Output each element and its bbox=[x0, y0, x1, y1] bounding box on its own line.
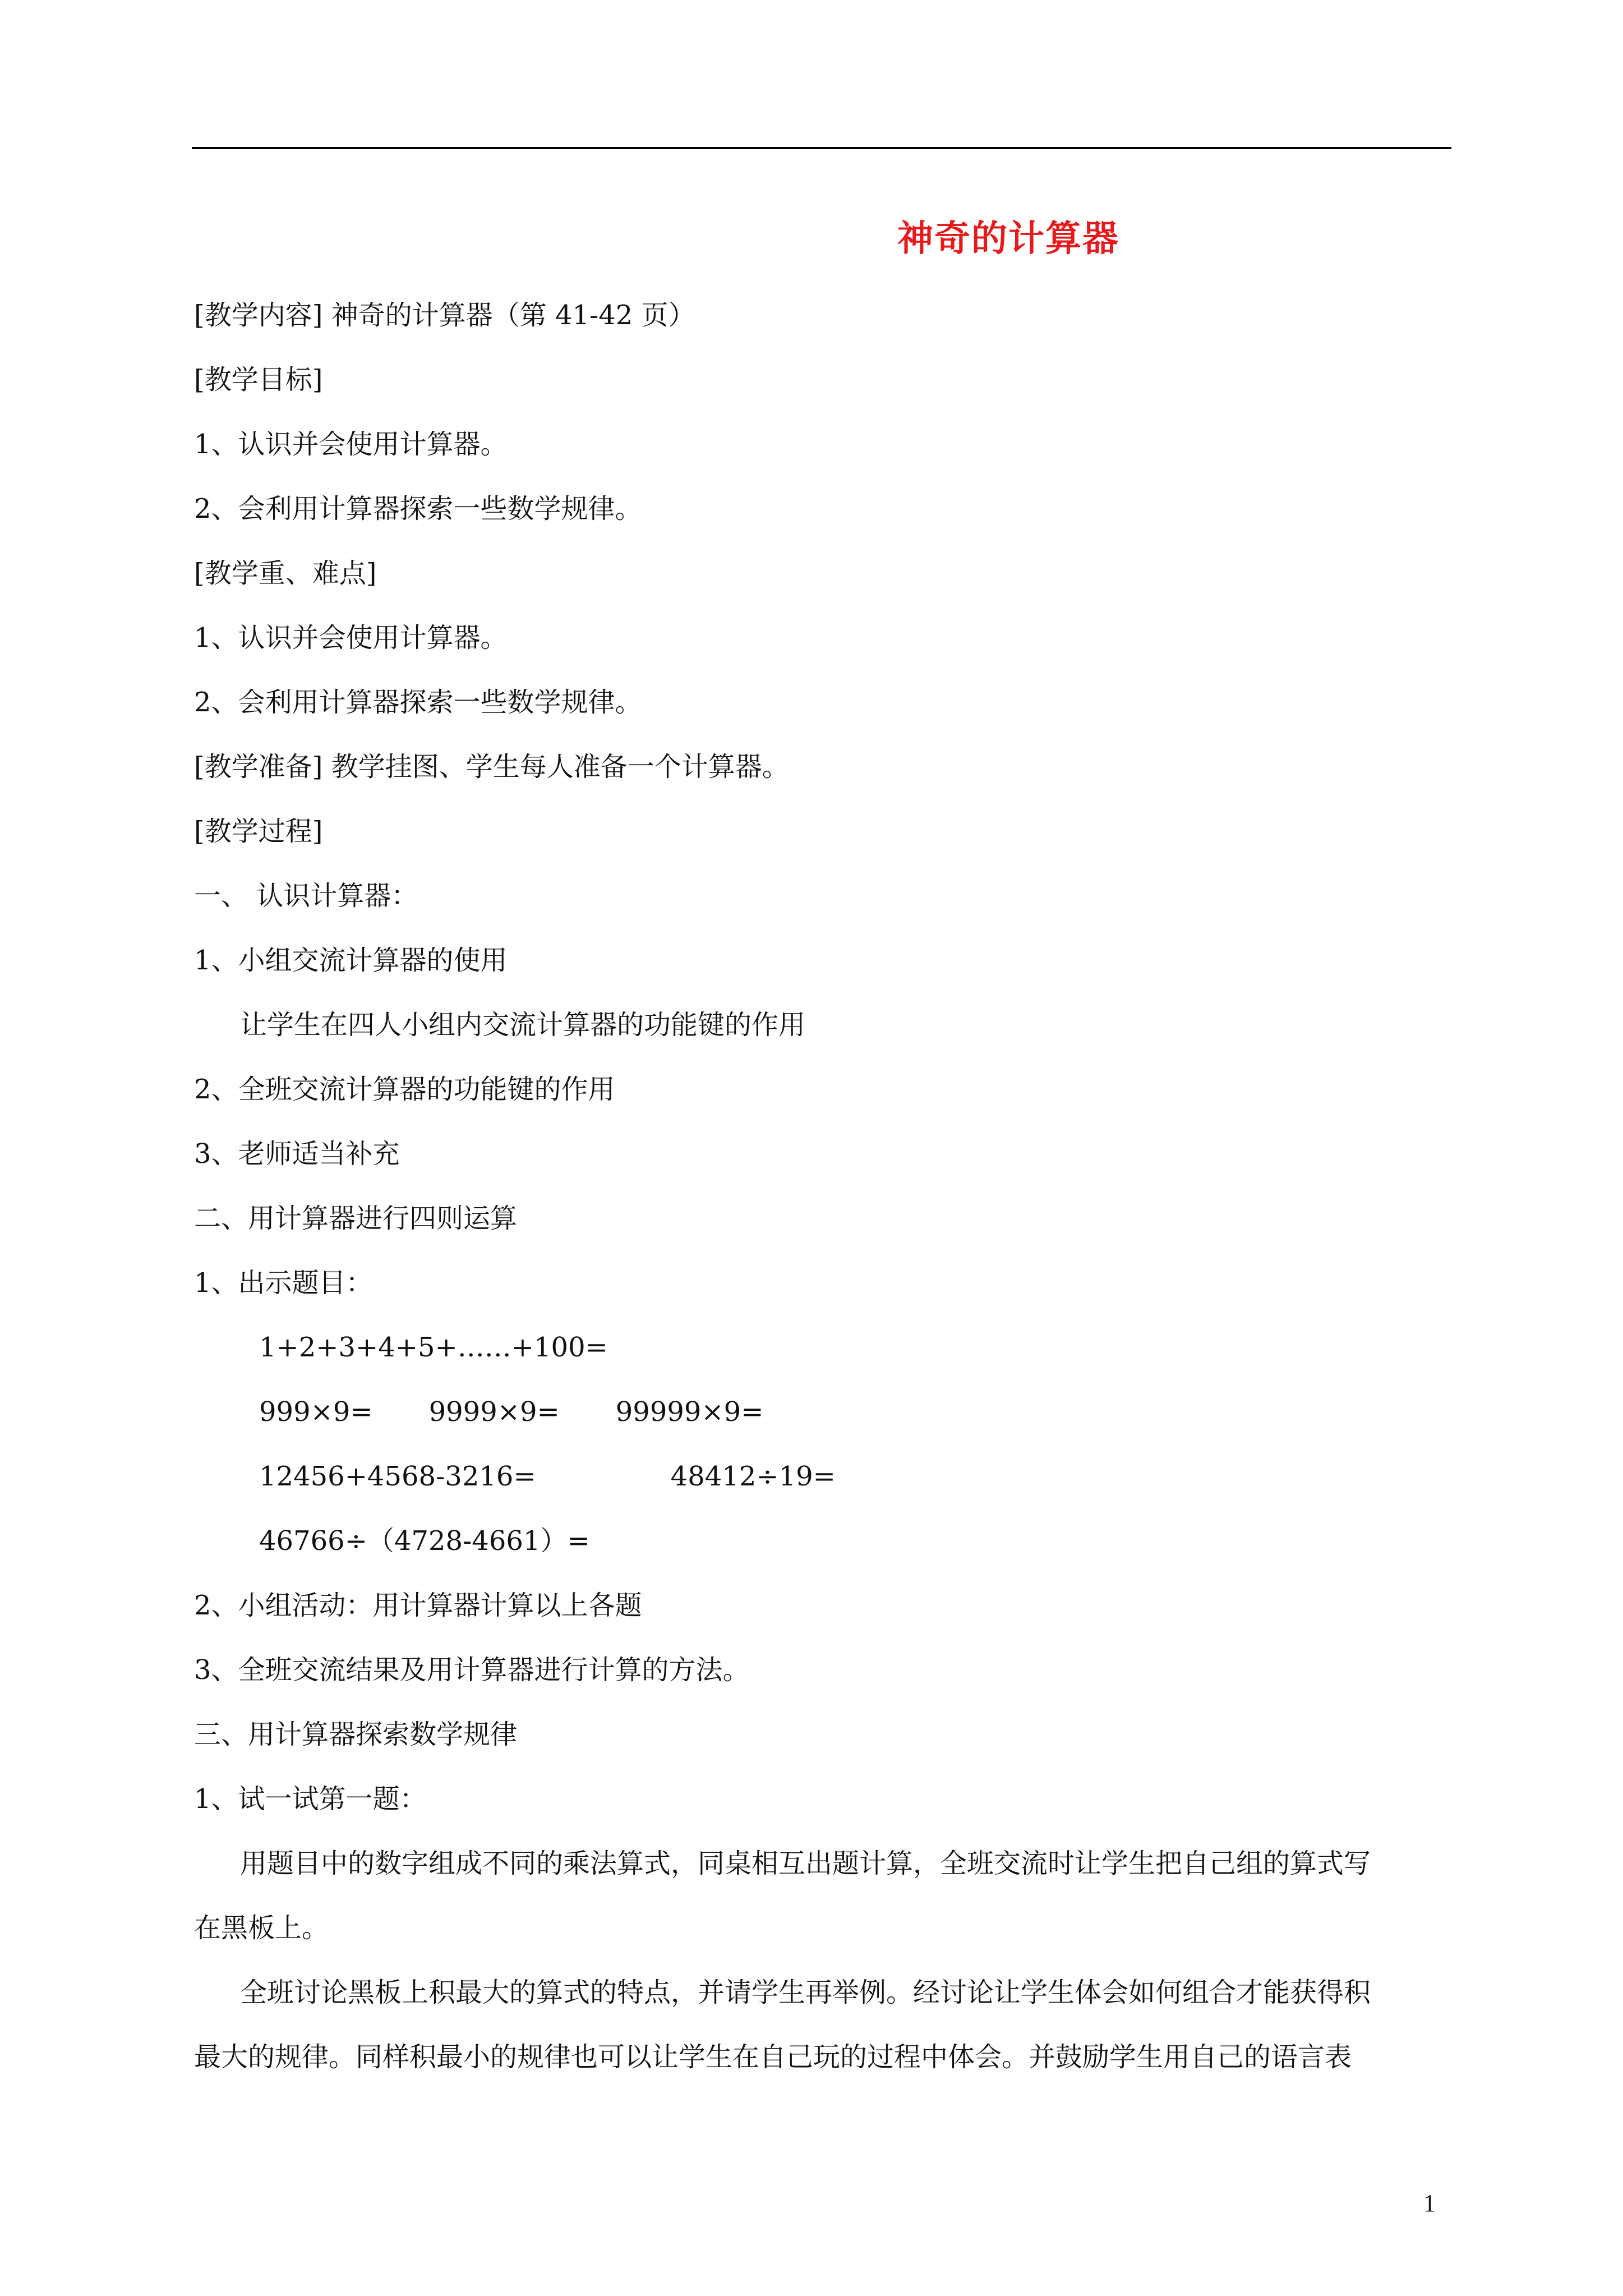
goal-item-2: 2、会利用计算器探索一些数学规律。 bbox=[194, 493, 642, 524]
teaching-content-line: [教学内容] 神奇的计算器（第 41-42 页） bbox=[194, 300, 695, 331]
section-1-item-3: 3、老师适当补充 bbox=[194, 1138, 400, 1170]
goal-item-1: 1、认识并会使用计算器。 bbox=[194, 429, 508, 460]
key-point-item-1: 1、认识并会使用计算器。 bbox=[194, 622, 508, 654]
paragraph-1-line-1: 用题目中的数字组成不同的乘法算式，同桌相互出题计算，全班交流时让学生把自己组的算式写 bbox=[240, 1848, 1371, 1879]
section-1-item-1: 1、小组交流计算器的使用 bbox=[194, 945, 508, 976]
problem-divide: 48412÷19= bbox=[670, 1461, 836, 1492]
page-number: 1 bbox=[1423, 2189, 1436, 2217]
page-title: 神奇的计算器 bbox=[897, 218, 1119, 260]
problem-row-2 bbox=[259, 1458, 836, 1494]
key-point-item-2: 2、会利用计算器探索一些数学规律。 bbox=[194, 687, 642, 718]
section-2-heading: 二、用计算器进行四则运算 bbox=[194, 1203, 518, 1234]
header-rule bbox=[192, 147, 1451, 149]
problem-parentheses: 46766÷（4728-4661）= bbox=[259, 1525, 590, 1557]
section-3-heading: 三、用计算器探索数学规律 bbox=[194, 1719, 518, 1750]
problem-9999: 9999×9= bbox=[428, 1396, 560, 1428]
section-2-item-1: 1、出示题目： bbox=[194, 1267, 373, 1299]
section-1-item-2: 2、全班交流计算器的功能键的作用 bbox=[194, 1074, 615, 1105]
problem-row-1 bbox=[259, 1394, 763, 1430]
problem-99999: 99999×9= bbox=[615, 1396, 764, 1428]
section-1-heading: 一、 认识计算器： bbox=[194, 880, 418, 912]
problem-add-subtract: 12456+4568-3216= bbox=[259, 1461, 536, 1492]
section-3-item-1: 1、试一试第一题： bbox=[194, 1783, 427, 1815]
paragraph-1-line-2: 在黑板上。 bbox=[194, 1912, 329, 1944]
paragraph-2-line-2: 最大的规律。同样积最小的规律也可以让学生在自己玩的过程中体会。并鼓励学生用自己的语言表 bbox=[194, 2041, 1352, 2073]
process-heading: [教学过程] bbox=[194, 816, 323, 847]
key-points-heading: [教学重、难点] bbox=[194, 558, 377, 589]
section-1-item-1-detail: 让学生在四人小组内交流计算器的功能键的作用 bbox=[240, 1009, 806, 1041]
teaching-goals-heading: [教学目标] bbox=[194, 364, 323, 395]
problem-sum: 1+2+3+4+5+……+100= bbox=[259, 1332, 608, 1363]
section-2-item-3: 3、全班交流结果及用计算器进行计算的方法。 bbox=[194, 1654, 750, 1686]
section-2-item-2: 2、小组活动：用计算器计算以上各题 bbox=[194, 1590, 642, 1621]
preparation-line: [教学准备] 教学挂图、学生每人准备一个计算器。 bbox=[194, 751, 789, 783]
paragraph-2-line-1: 全班讨论黑板上积最大的算式的特点，并请学生再举例。经讨论让学生体会如何组合才能获得积 bbox=[240, 1977, 1371, 2008]
problem-999: 999×9= bbox=[259, 1396, 373, 1428]
